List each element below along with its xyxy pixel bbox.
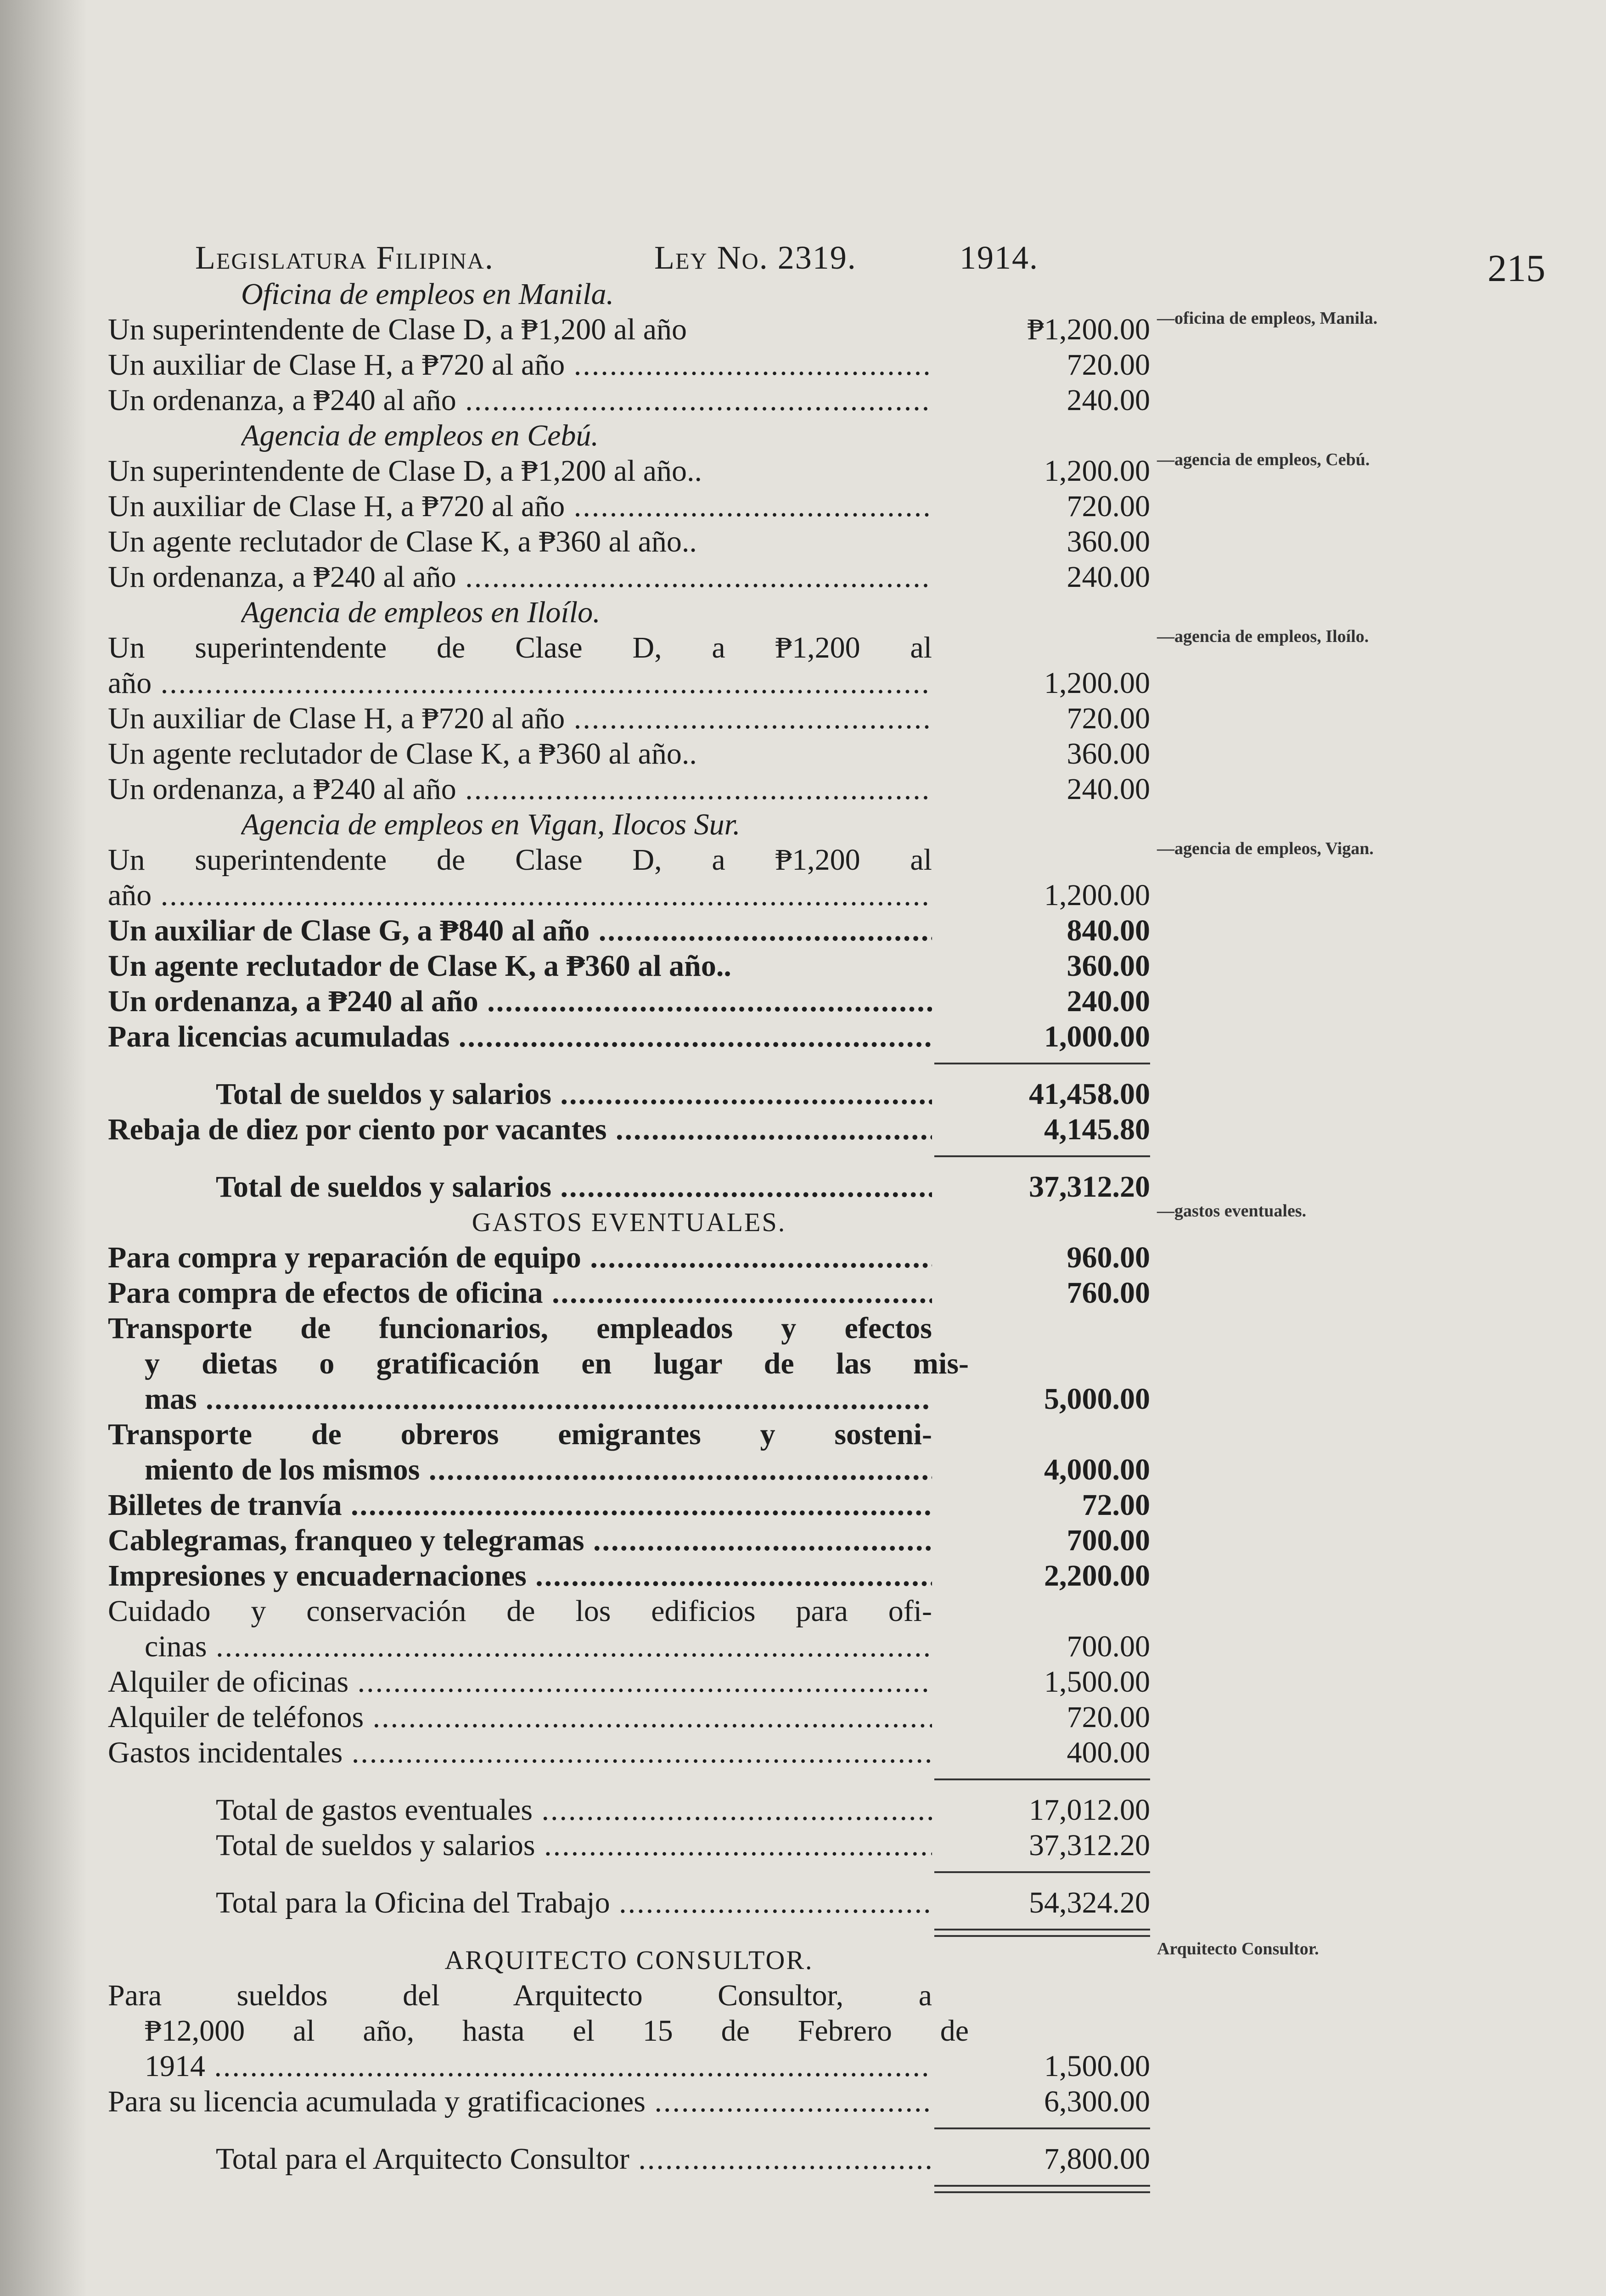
margin-note-text: —agencia de empleos, Iloílo. [1157, 627, 1369, 646]
line-label: año ..... [108, 665, 932, 701]
line-amount: 720.00 [1067, 490, 1150, 523]
total-rule [934, 1063, 1150, 1064]
line-label: cinas ..... [145, 1629, 932, 1664]
line-item [108, 948, 1150, 984]
line-label: Total para el Arquitecto Consultor ..... [216, 2141, 932, 2177]
line-item [108, 1593, 1150, 1629]
line-amount: 960.00 [1067, 1241, 1150, 1274]
line-amount: 360.00 [1067, 525, 1150, 558]
line-item [108, 1275, 1150, 1311]
line-label: Un auxiliar de Clase G, a ₱840 al año ..... [108, 913, 932, 948]
line-item [108, 1792, 1150, 1828]
line-label: Agencia de empleos en Iloílo. [241, 596, 601, 629]
line-amount: 360.00 [1067, 949, 1150, 983]
line-label: Total para la Oficina del Trabajo ..... [216, 1885, 932, 1920]
line-label: Cuidado y conservación de los edificios para ofi- [108, 1594, 932, 1628]
line-amount: 4,145.80 [1044, 1113, 1150, 1146]
line-label: Cablegramas, franqueo y telegramas ..... [108, 1523, 932, 1558]
line-item [108, 1169, 1150, 1204]
line-item [108, 1558, 1150, 1593]
line-item [108, 1735, 1150, 1770]
line-label: Un superintendente de Clase D, a ₱1,200 al [108, 631, 932, 664]
double-rule [934, 2185, 1150, 2193]
line-label: Un auxiliar de Clase H, a ₱720 al año ..... [108, 489, 932, 524]
line-amount: 1,500.00 [1044, 2049, 1150, 2083]
line-label: Para su licencia acumulada y gratificaciones ..... [108, 2084, 932, 2119]
line-label: miento de los mismos ..... [145, 1452, 932, 1487]
section-heading [108, 418, 1150, 453]
margin-note-text: —gastos eventuales. [1157, 1201, 1307, 1221]
line-label: Billetes de tranvía ..... [108, 1487, 932, 1523]
line-amount: 17,012.00 [1029, 1793, 1150, 1827]
line-label: Un ordenanza, a ₱240 al año ..... [108, 984, 932, 1019]
line-item [108, 1828, 1150, 1863]
line-label: y dietas o gratificación en lugar de las mis- [145, 1347, 969, 1380]
line-label: mas ..... [145, 1381, 932, 1417]
line-amount: 840.00 [1067, 914, 1150, 947]
line-amount: 1,200.00 [1044, 666, 1150, 700]
line-amount: 760.00 [1067, 1276, 1150, 1310]
line-item [108, 559, 1150, 595]
line-label: Un superintendente de Clase D, a ₱1,200 al año.. [108, 454, 702, 488]
line-item [108, 1523, 1150, 1558]
line-item [108, 1699, 1150, 1735]
margin-note [1157, 1939, 1414, 1959]
line-label: ₱12,000 al año, hasta el 15 de Febrero de [145, 2014, 969, 2048]
section-heading [108, 595, 1150, 630]
total-rule [934, 2127, 1150, 2129]
line-item [108, 453, 1150, 489]
line-label: Gastos incidentales ..... [108, 1735, 932, 1770]
line-amount: 1,200.00 [1044, 878, 1150, 912]
rule-row [108, 1920, 1150, 1942]
line-label: Agencia de empleos en Vigan, Ilocos Sur. [241, 808, 741, 841]
line-amount: 2,200.00 [1044, 1559, 1150, 1593]
line-label: Para licencias acumuladas ..... [108, 1019, 932, 1054]
line-item [108, 701, 1150, 736]
line-amount: 5,000.00 [1044, 1382, 1150, 1416]
line-amount: 37,312.20 [1029, 1829, 1150, 1862]
line-label: Para compra de efectos de oficina ..... [108, 1275, 932, 1311]
line-item [108, 1311, 1150, 1346]
line-amount: 700.00 [1067, 1524, 1150, 1557]
line-label: Un ordenanza, a ₱240 al año ..... [108, 383, 932, 418]
line-item [108, 736, 1150, 771]
margin-note-text: —oficina de empleos, Manila. [1157, 309, 1378, 328]
line-amount: 400.00 [1067, 1736, 1150, 1769]
line-label: Un ordenanza, a ₱240 al año ..... [108, 559, 932, 595]
line-amount: 240.00 [1067, 985, 1150, 1018]
line-item [108, 1452, 1150, 1487]
rule-row [108, 1147, 1150, 1169]
line-amount: 1,200.00 [1044, 454, 1150, 488]
line-amount: 700.00 [1067, 1630, 1150, 1663]
margin-note-text: —agencia de empleos, Cebú. [1157, 450, 1370, 469]
margin-note [1157, 1201, 1414, 1221]
line-item [108, 1381, 1150, 1417]
rule-row [108, 1770, 1150, 1792]
section-heading [108, 1204, 1150, 1240]
margin-note [1157, 308, 1414, 328]
line-item [108, 665, 1150, 701]
rule-row [108, 2177, 1150, 2199]
page-number: 215 [1488, 247, 1545, 290]
line-item [108, 771, 1150, 807]
section-heading [108, 807, 1150, 842]
line-amount: 6,300.00 [1044, 2085, 1150, 2118]
line-label: Para sueldos del Arquitecto Consultor, a [108, 1979, 932, 2012]
margin-note [1157, 450, 1414, 470]
line-amount: 1,500.00 [1044, 1665, 1150, 1699]
line-item [108, 984, 1150, 1019]
line-item [108, 383, 1150, 418]
line-item [108, 2084, 1150, 2119]
line-item [108, 1240, 1150, 1275]
line-label: Un agente reclutador de Clase K, a ₱360 al año.. [108, 949, 731, 983]
line-amount: ₱1,200.00 [1027, 313, 1150, 346]
header-law: Ley No. 2319. [654, 239, 857, 276]
line-amount: 41,458.00 [1029, 1077, 1150, 1111]
margin-note-text: Arquitecto Consultor. [1157, 1939, 1319, 1958]
line-label: GASTOS EVENTUALES. [472, 1207, 786, 1237]
line-amount: 240.00 [1067, 560, 1150, 594]
margin-note [1157, 626, 1414, 647]
total-rule [934, 1871, 1150, 1873]
rule-row [108, 1054, 1150, 1076]
line-item [108, 1019, 1150, 1054]
line-amount: 54,324.20 [1029, 1886, 1150, 1919]
line-label: Un auxiliar de Clase H, a ₱720 al año ..... [108, 347, 932, 383]
section-heading [108, 276, 1150, 312]
line-item [108, 1076, 1150, 1112]
line-item [108, 1629, 1150, 1664]
line-amount: 4,000.00 [1044, 1453, 1150, 1486]
line-amount: 1,000.00 [1044, 1020, 1150, 1053]
line-label: Total de gastos eventuales ..... [216, 1792, 932, 1828]
line-label: año ..... [108, 878, 932, 913]
line-amount: 720.00 [1067, 348, 1150, 382]
line-label: Un agente reclutador de Clase K, a ₱360 al año.. [108, 737, 697, 771]
line-item [108, 1487, 1150, 1523]
line-label: Transporte de obreros emigrantes y sosteni- [108, 1418, 932, 1451]
line-label: ARQUITECTO CONSULTOR. [444, 1945, 814, 1975]
line-item [108, 2013, 1150, 2048]
line-item [108, 1112, 1150, 1147]
line-label: Un ordenanza, a ₱240 al año ..... [108, 771, 932, 807]
line-amount: 7,800.00 [1044, 2142, 1150, 2176]
line-item [108, 842, 1150, 878]
line-item [108, 630, 1150, 665]
line-amount: 360.00 [1067, 737, 1150, 771]
line-item [108, 2048, 1150, 2084]
appropriation-list [108, 276, 1150, 2199]
line-label: Un superintendente de Clase D, a ₱1,200 al [108, 843, 932, 877]
line-amount: 37,312.20 [1029, 1170, 1150, 1204]
line-item [108, 1346, 1150, 1381]
line-item [108, 878, 1150, 913]
header-year: 1914. [960, 239, 1039, 276]
line-item [108, 347, 1150, 383]
line-label: Alquiler de teléfonos ..... [108, 1699, 932, 1735]
line-label: Un superintendente de Clase D, a ₱1,200 al año [108, 313, 687, 346]
line-label: Impresiones y encuadernaciones ..... [108, 1558, 932, 1593]
line-label: Total de sueldos y salarios ..... [216, 1076, 932, 1112]
line-amount: 720.00 [1067, 702, 1150, 735]
rule-row [108, 2119, 1150, 2141]
line-label: Un auxiliar de Clase H, a ₱720 al año ..... [108, 701, 932, 736]
line-item [108, 1417, 1150, 1452]
header-title: Legislatura Filipina. [195, 239, 494, 276]
line-amount: 240.00 [1067, 383, 1150, 417]
section-heading [108, 1942, 1150, 1978]
line-item [108, 524, 1150, 559]
line-amount: 240.00 [1067, 772, 1150, 806]
line-item [108, 1885, 1150, 1920]
line-label: Para compra y reparación de equipo ..... [108, 1240, 932, 1275]
line-amount: 720.00 [1067, 1700, 1150, 1734]
line-amount: 72.00 [1082, 1488, 1150, 1522]
line-label: 1914 ..... [145, 2048, 932, 2084]
page-edge-shadow [0, 0, 87, 2296]
line-label: Agencia de empleos en Cebú. [241, 419, 599, 452]
line-item [108, 1664, 1150, 1699]
line-label: Un agente reclutador de Clase K, a ₱360 al año.. [108, 525, 697, 558]
line-item [108, 312, 1150, 347]
line-label: Transporte de funcionarios, empleados y efectos [108, 1311, 932, 1345]
total-rule [934, 1155, 1150, 1157]
line-item [108, 2141, 1150, 2177]
rule-row [108, 1863, 1150, 1885]
line-item [108, 489, 1150, 524]
double-rule [934, 1929, 1150, 1937]
total-rule [934, 1778, 1150, 1780]
line-label: Total de sueldos y salarios ..... [216, 1828, 932, 1863]
line-label: Oficina de empleos en Manila. [241, 277, 614, 311]
margin-note [1157, 838, 1414, 859]
line-label: Rebaja de diez por ciento por vacantes ..... [108, 1112, 932, 1147]
line-item [108, 1978, 1150, 2013]
margin-note-text: —agencia de empleos, Vigan. [1157, 839, 1374, 858]
line-label: Alquiler de oficinas ..... [108, 1664, 932, 1699]
line-item [108, 913, 1150, 948]
line-label: Total de sueldos y salarios ..... [216, 1169, 932, 1204]
